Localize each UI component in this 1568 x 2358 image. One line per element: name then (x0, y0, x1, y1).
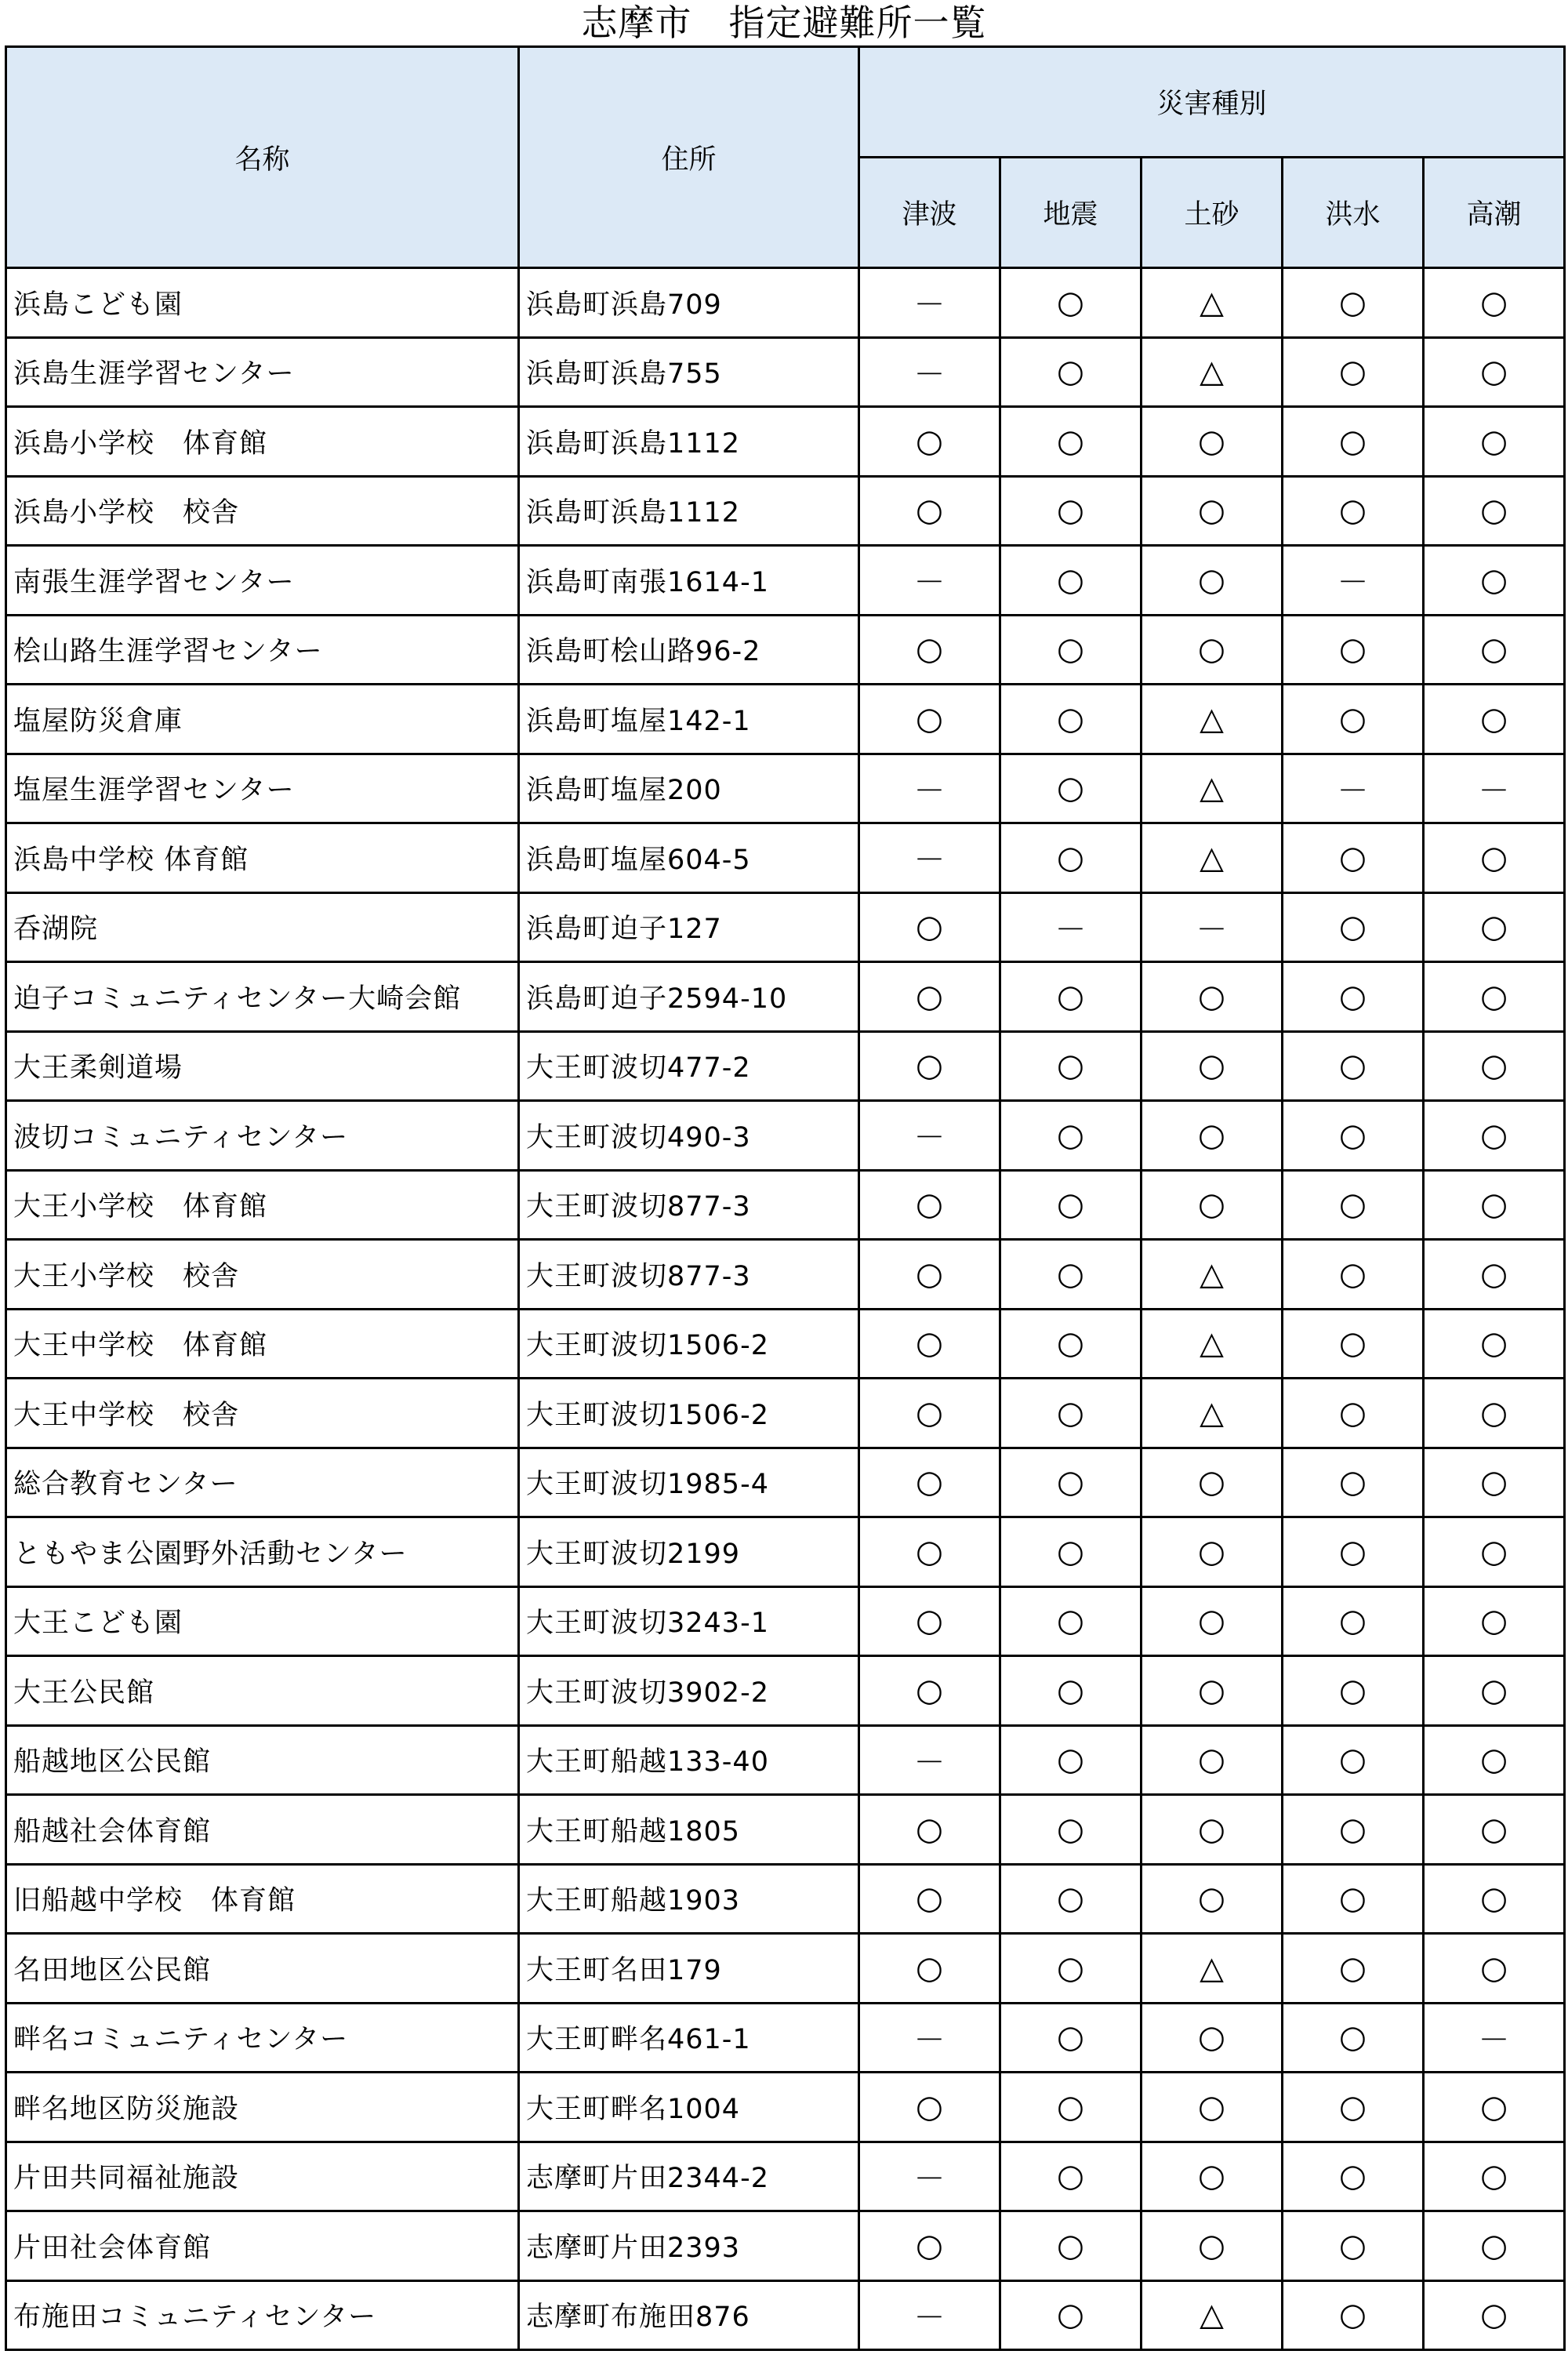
mark-landslide: △ (1142, 2280, 1283, 2350)
shelter-address: 大王町波切2199 (519, 1517, 859, 1587)
mark-tsunami: － (859, 823, 1000, 893)
mark-storm-surge: ○ (1424, 337, 1565, 407)
mark-tsunami: ○ (859, 1448, 1000, 1517)
mark-landslide: ○ (1142, 2073, 1283, 2142)
mark-flood: ○ (1283, 2211, 1424, 2281)
mark-earthquake: ○ (1000, 337, 1142, 407)
shelter-address: 浜島町浜島1112 (519, 407, 859, 477)
mark-landslide: ○ (1142, 1656, 1283, 1726)
mark-tsunami: － (859, 2003, 1000, 2073)
mark-tsunami: ○ (859, 1170, 1000, 1240)
mark-flood: ○ (1283, 892, 1424, 962)
table-row (6, 476, 1565, 546)
mark-landslide: △ (1142, 754, 1283, 823)
shelter-name: 大王こども園 (6, 1586, 519, 1656)
mark-storm-surge: ○ (1424, 1725, 1565, 1795)
shelter-address: 志摩町布施田876 (519, 2280, 859, 2350)
table-row (6, 892, 1565, 962)
mark-storm-surge: ○ (1424, 1864, 1565, 1934)
mark-flood: ○ (1283, 1586, 1424, 1656)
table-row (6, 1170, 1565, 1240)
mark-landslide: ○ (1142, 2211, 1283, 2281)
table-row (6, 2211, 1565, 2281)
shelter-address: 大王町波切3902-2 (519, 1656, 859, 1726)
mark-landslide: ○ (1142, 1031, 1283, 1101)
mark-tsunami: ○ (859, 1864, 1000, 1934)
page-title: 志摩市 指定避難所一覧 (581, 2, 987, 44)
mark-flood: ○ (1283, 1795, 1424, 1865)
shelter-name: 波切コミュニティセンター (6, 1101, 519, 1171)
mark-landslide: △ (1142, 1379, 1283, 1448)
shelter-name: 名田地区公民館 (6, 1934, 519, 2004)
shelter-name: 片田社会体育館 (6, 2211, 519, 2281)
mark-storm-surge: ○ (1424, 2073, 1565, 2142)
mark-earthquake: － (1000, 892, 1142, 962)
shelter-address: 大王町波切877-3 (519, 1170, 859, 1240)
mark-tsunami: － (859, 1725, 1000, 1795)
mark-tsunami: ○ (859, 1240, 1000, 1310)
mark-flood: ○ (1283, 685, 1424, 754)
shelter-address: 大王町名田179 (519, 1934, 859, 2004)
table-row (6, 2142, 1565, 2211)
mark-flood: ○ (1283, 1517, 1424, 1587)
mark-earthquake: ○ (1000, 2073, 1142, 2142)
shelter-address: 大王町波切877-3 (519, 1240, 859, 1310)
mark-storm-surge: ○ (1424, 476, 1565, 546)
mark-flood: － (1283, 546, 1424, 616)
table-row (6, 546, 1565, 616)
shelter-address: 大王町畔名461-1 (519, 2003, 859, 2073)
shelter-address: 大王町波切1985-4 (519, 1448, 859, 1517)
mark-flood: ○ (1283, 1656, 1424, 1726)
shelter-name: 浜島こども園 (6, 268, 519, 338)
mark-storm-surge: ○ (1424, 1379, 1565, 1448)
mark-earthquake: ○ (1000, 1517, 1142, 1587)
mark-earthquake: ○ (1000, 1795, 1142, 1865)
mark-storm-surge: ○ (1424, 268, 1565, 338)
shelter-name: 浜島小学校 校舎 (6, 476, 519, 546)
mark-storm-surge: ○ (1424, 2280, 1565, 2350)
mark-flood: ○ (1283, 2003, 1424, 2073)
mark-flood: ○ (1283, 407, 1424, 477)
shelter-address: 浜島町迫子127 (519, 892, 859, 962)
table-row (6, 1517, 1565, 1587)
mark-flood: ○ (1283, 615, 1424, 685)
shelter-name: 大王中学校 体育館 (6, 1309, 519, 1379)
mark-landslide: △ (1142, 823, 1283, 893)
shelter-address: 大王町波切1506-2 (519, 1379, 859, 1448)
table-row (6, 1448, 1565, 1517)
table-row (6, 823, 1565, 893)
mark-earthquake: ○ (1000, 1101, 1142, 1171)
shelter-address: 大王町波切490-3 (519, 1101, 859, 1171)
mark-flood: ○ (1283, 1240, 1424, 1310)
mark-earthquake: ○ (1000, 546, 1142, 616)
mark-flood: ○ (1283, 1379, 1424, 1448)
table-row (6, 685, 1565, 754)
mark-landslide: ○ (1142, 1448, 1283, 1517)
shelter-address: 浜島町浜島1112 (519, 476, 859, 546)
mark-storm-surge: － (1424, 754, 1565, 823)
mark-flood: ○ (1283, 476, 1424, 546)
mark-tsunami: ○ (859, 892, 1000, 962)
header-landslide: 土砂 (1142, 158, 1283, 268)
shelter-name: 塩屋防災倉庫 (6, 685, 519, 754)
shelter-name: 南張生涯学習センター (6, 546, 519, 616)
mark-tsunami: ○ (859, 476, 1000, 546)
mark-landslide: △ (1142, 1240, 1283, 1310)
table-row (6, 407, 1565, 477)
shelter-name: 浜島生涯学習センター (6, 337, 519, 407)
mark-flood: ○ (1283, 823, 1424, 893)
table-row (6, 1656, 1565, 1726)
table-row (6, 615, 1565, 685)
table-row (6, 1309, 1565, 1379)
mark-landslide: ○ (1142, 1517, 1283, 1587)
table-row (6, 268, 1565, 338)
mark-earthquake: ○ (1000, 1586, 1142, 1656)
mark-storm-surge: ○ (1424, 1101, 1565, 1171)
table-row (6, 1934, 1565, 2004)
table-body (6, 268, 1565, 2350)
shelter-name: 布施田コミュニティセンター (6, 2280, 519, 2350)
header-earthquake: 地震 (1000, 158, 1142, 268)
mark-tsunami: ○ (859, 2211, 1000, 2281)
mark-storm-surge: ○ (1424, 2142, 1565, 2211)
shelter-address: 浜島町塩屋604-5 (519, 823, 859, 893)
mark-storm-surge: ○ (1424, 1309, 1565, 1379)
mark-storm-surge: ○ (1424, 1170, 1565, 1240)
mark-landslide: ○ (1142, 1586, 1283, 1656)
table-row (6, 962, 1565, 1032)
shelter-address: 浜島町塩屋200 (519, 754, 859, 823)
table-row (6, 1795, 1565, 1865)
mark-tsunami: ○ (859, 615, 1000, 685)
mark-tsunami: ○ (859, 1309, 1000, 1379)
table-row (6, 1240, 1565, 1310)
mark-landslide: ○ (1142, 615, 1283, 685)
mark-storm-surge: ○ (1424, 685, 1565, 754)
shelter-address: 浜島町南張1614-1 (519, 546, 859, 616)
mark-earthquake: ○ (1000, 1864, 1142, 1934)
mark-storm-surge: ○ (1424, 1517, 1565, 1587)
table-row (6, 2280, 1565, 2350)
shelter-address: 大王町船越1903 (519, 1864, 859, 1934)
shelter-name: 呑湖院 (6, 892, 519, 962)
mark-tsunami: － (859, 2280, 1000, 2350)
table-row (6, 754, 1565, 823)
mark-landslide: △ (1142, 1309, 1283, 1379)
shelter-address: 大王町波切477-2 (519, 1031, 859, 1101)
mark-tsunami: ○ (859, 1656, 1000, 1726)
mark-tsunami: ○ (859, 1795, 1000, 1865)
mark-tsunami: ○ (859, 1379, 1000, 1448)
mark-storm-surge: ○ (1424, 1031, 1565, 1101)
mark-earthquake: ○ (1000, 2003, 1142, 2073)
mark-flood: ○ (1283, 337, 1424, 407)
mark-tsunami: － (859, 268, 1000, 338)
table-row (6, 1031, 1565, 1101)
mark-landslide: ○ (1142, 1101, 1283, 1171)
table-row (6, 1586, 1565, 1656)
shelter-address: 大王町畔名1004 (519, 2073, 859, 2142)
table-row (6, 1725, 1565, 1795)
mark-earthquake: ○ (1000, 1448, 1142, 1517)
mark-tsunami: － (859, 1101, 1000, 1171)
mark-flood: ○ (1283, 1448, 1424, 1517)
table-row (6, 337, 1565, 407)
table-row (6, 1101, 1565, 1171)
mark-storm-surge: ○ (1424, 1586, 1565, 1656)
mark-flood: ○ (1283, 1725, 1424, 1795)
mark-tsunami: ○ (859, 1517, 1000, 1587)
mark-flood: ○ (1283, 2280, 1424, 2350)
shelter-table (5, 45, 1566, 2351)
mark-landslide: △ (1142, 268, 1283, 338)
mark-landslide: △ (1142, 685, 1283, 754)
mark-earthquake: ○ (1000, 823, 1142, 893)
shelter-name: 大王中学校 校舎 (6, 1379, 519, 1448)
shelter-name: 畔名コミュニティセンター (6, 2003, 519, 2073)
mark-storm-surge: ○ (1424, 407, 1565, 477)
mark-flood: ○ (1283, 962, 1424, 1032)
mark-flood: ○ (1283, 1864, 1424, 1934)
shelter-name: 大王柔剣道場 (6, 1031, 519, 1101)
mark-earthquake: ○ (1000, 1656, 1142, 1726)
header-name: 名称 (6, 47, 519, 268)
mark-flood: ○ (1283, 1309, 1424, 1379)
mark-storm-surge: ○ (1424, 1448, 1565, 1517)
mark-landslide: ○ (1142, 476, 1283, 546)
table-row (6, 2003, 1565, 2073)
shelter-address: 大王町船越133-40 (519, 1725, 859, 1795)
mark-landslide: － (1142, 892, 1283, 962)
mark-storm-surge: ○ (1424, 1934, 1565, 2004)
shelter-name: ともやま公園野外活動センター (6, 1517, 519, 1587)
mark-landslide: ○ (1142, 2142, 1283, 2211)
mark-earthquake: ○ (1000, 962, 1142, 1032)
mark-flood: － (1283, 754, 1424, 823)
mark-tsunami: － (859, 754, 1000, 823)
mark-landslide: △ (1142, 1934, 1283, 2004)
mark-storm-surge: ○ (1424, 823, 1565, 893)
mark-tsunami: － (859, 546, 1000, 616)
shelter-name: 畔名地区防災施設 (6, 2073, 519, 2142)
shelter-address: 志摩町片田2393 (519, 2211, 859, 2281)
mark-storm-surge: ○ (1424, 892, 1565, 962)
mark-earthquake: ○ (1000, 1240, 1142, 1310)
shelter-address: 大王町船越1805 (519, 1795, 859, 1865)
mark-earthquake: ○ (1000, 685, 1142, 754)
mark-tsunami: ○ (859, 1031, 1000, 1101)
header-disaster-type: 災害種別 (859, 47, 1565, 158)
shelter-address: 浜島町浜島755 (519, 337, 859, 407)
shelter-name: 大王小学校 体育館 (6, 1170, 519, 1240)
mark-landslide: ○ (1142, 546, 1283, 616)
shelter-name: 片田共同福祉施設 (6, 2142, 519, 2211)
shelter-address: 浜島町迫子2594-10 (519, 962, 859, 1032)
shelter-name: 大王公民館 (6, 1656, 519, 1726)
shelter-address: 志摩町片田2344-2 (519, 2142, 859, 2211)
mark-storm-surge: ○ (1424, 615, 1565, 685)
mark-landslide: ○ (1142, 962, 1283, 1032)
table-row (6, 1864, 1565, 1934)
mark-landslide: ○ (1142, 1795, 1283, 1865)
mark-tsunami: ○ (859, 407, 1000, 477)
mark-earthquake: ○ (1000, 1309, 1142, 1379)
mark-flood: ○ (1283, 268, 1424, 338)
shelter-address: 浜島町浜島709 (519, 268, 859, 338)
mark-tsunami: － (859, 337, 1000, 407)
shelter-name: 船越地区公民館 (6, 1725, 519, 1795)
shelter-name: 総合教育センター (6, 1448, 519, 1517)
shelter-address: 大王町波切3243-1 (519, 1586, 859, 1656)
header-flood: 洪水 (1283, 158, 1424, 268)
mark-tsunami: ○ (859, 1934, 1000, 2004)
shelter-name: 大王小学校 校舎 (6, 1240, 519, 1310)
shelter-name: 塩屋生涯学習センター (6, 754, 519, 823)
mark-flood: ○ (1283, 2073, 1424, 2142)
table-row (6, 2073, 1565, 2142)
mark-earthquake: ○ (1000, 1031, 1142, 1101)
shelter-name: 旧船越中学校 体育館 (6, 1864, 519, 1934)
mark-landslide: ○ (1142, 1864, 1283, 1934)
mark-earthquake: ○ (1000, 268, 1142, 338)
mark-landslide: ○ (1142, 1725, 1283, 1795)
mark-earthquake: ○ (1000, 2142, 1142, 2211)
shelter-name: 迫子コミュニティセンター大崎会館 (6, 962, 519, 1032)
mark-storm-surge: ○ (1424, 1795, 1565, 1865)
mark-storm-surge: ○ (1424, 546, 1565, 616)
mark-landslide: △ (1142, 337, 1283, 407)
mark-tsunami: ○ (859, 962, 1000, 1032)
mark-landslide: ○ (1142, 1170, 1283, 1240)
mark-storm-surge: ○ (1424, 962, 1565, 1032)
shelter-name: 桧山路生涯学習センター (6, 615, 519, 685)
mark-earthquake: ○ (1000, 1170, 1142, 1240)
mark-earthquake: ○ (1000, 1934, 1142, 2004)
mark-tsunami: ○ (859, 685, 1000, 754)
header-tsunami: 津波 (859, 158, 1000, 268)
mark-flood: ○ (1283, 1170, 1424, 1240)
mark-earthquake: ○ (1000, 1725, 1142, 1795)
mark-earthquake: ○ (1000, 615, 1142, 685)
mark-storm-surge: ○ (1424, 1656, 1565, 1726)
mark-tsunami: ○ (859, 2073, 1000, 2142)
table-row (6, 1379, 1565, 1448)
header-address: 住所 (519, 47, 859, 268)
mark-earthquake: ○ (1000, 1379, 1142, 1448)
shelter-address: 浜島町塩屋142-1 (519, 685, 859, 754)
mark-earthquake: ○ (1000, 2280, 1142, 2350)
mark-earthquake: ○ (1000, 476, 1142, 546)
mark-flood: ○ (1283, 2142, 1424, 2211)
mark-storm-surge: － (1424, 2003, 1565, 2073)
shelter-name: 浜島小学校 体育館 (6, 407, 519, 477)
header-storm-surge: 高潮 (1424, 158, 1565, 268)
mark-earthquake: ○ (1000, 407, 1142, 477)
mark-storm-surge: ○ (1424, 1240, 1565, 1310)
mark-earthquake: ○ (1000, 2211, 1142, 2281)
mark-flood: ○ (1283, 1031, 1424, 1101)
shelter-address: 浜島町桧山路96-2 (519, 615, 859, 685)
mark-tsunami: － (859, 2142, 1000, 2211)
mark-earthquake: ○ (1000, 754, 1142, 823)
mark-flood: ○ (1283, 1934, 1424, 2004)
shelter-address: 大王町波切1506-2 (519, 1309, 859, 1379)
shelter-name: 船越社会体育館 (6, 1795, 519, 1865)
mark-landslide: ○ (1142, 2003, 1283, 2073)
mark-flood: ○ (1283, 1101, 1424, 1171)
mark-landslide: ○ (1142, 407, 1283, 477)
mark-tsunami: ○ (859, 1586, 1000, 1656)
mark-storm-surge: ○ (1424, 2211, 1565, 2281)
shelter-name: 浜島中学校 体育館 (6, 823, 519, 893)
